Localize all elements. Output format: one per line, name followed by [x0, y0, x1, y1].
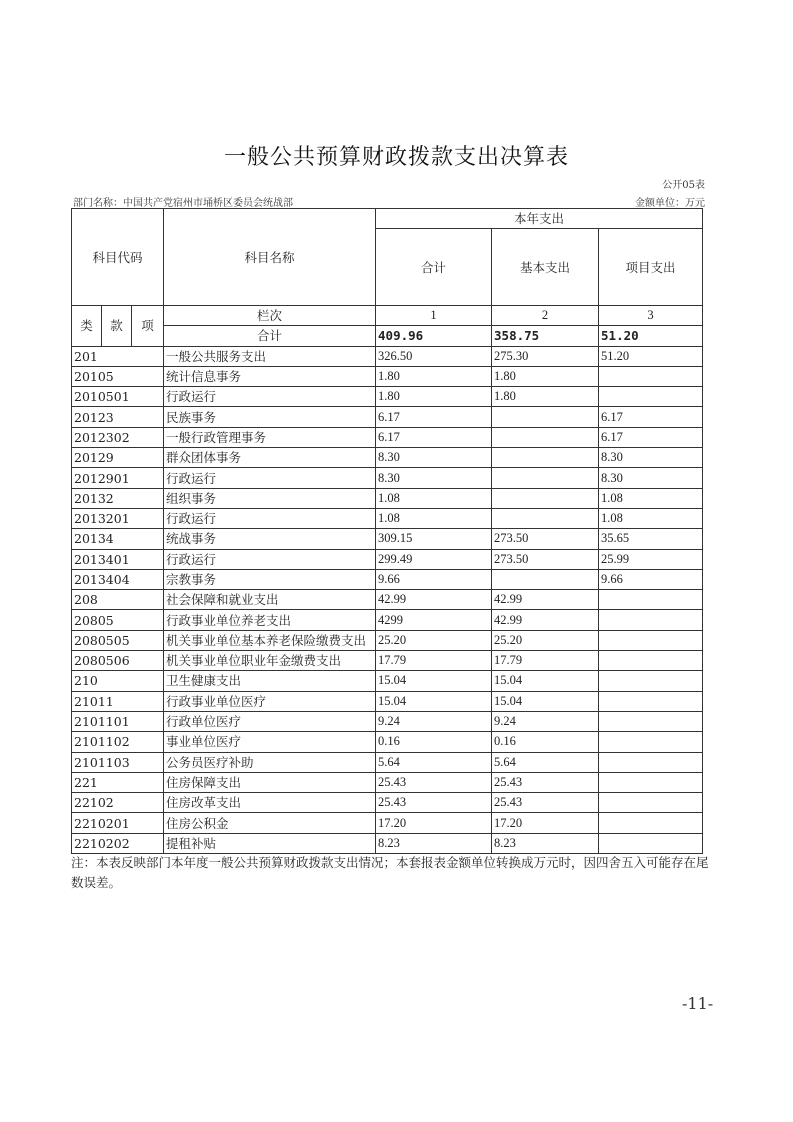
row-basic: 273.50	[492, 529, 599, 549]
header-group: 本年支出	[376, 209, 703, 229]
row-code: 2012901	[72, 468, 164, 488]
table-row	[72, 772, 703, 792]
row-name: 行政运行	[164, 387, 376, 407]
row-project	[599, 366, 703, 386]
row-name: 住房改革支出	[164, 793, 376, 813]
table-row	[72, 508, 703, 528]
row-code: 21011	[72, 691, 164, 711]
table-row	[72, 833, 703, 853]
row-code: 20805	[72, 610, 164, 630]
row-project: 6.17	[599, 427, 703, 447]
row-name: 住房保障支出	[164, 772, 376, 792]
expenditure-table	[71, 208, 703, 854]
lanci-label: 栏次	[164, 306, 376, 326]
table-row	[72, 468, 703, 488]
row-total: 8.30	[376, 468, 492, 488]
lanci-3: 3	[599, 306, 703, 326]
row-project	[599, 651, 703, 671]
header-col-total: 合计	[376, 229, 492, 306]
table-row	[72, 366, 703, 386]
row-code: 22102	[72, 793, 164, 813]
row-project	[599, 833, 703, 853]
row-project	[599, 610, 703, 630]
row-code: 2101102	[72, 732, 164, 752]
row-project	[599, 590, 703, 610]
row-total: 8.30	[376, 448, 492, 468]
row-name: 行政运行	[164, 468, 376, 488]
total-project: 51.20	[599, 326, 703, 346]
row-name: 机关事业单位基本养老保险缴费支出	[164, 630, 376, 650]
row-total: 6.17	[376, 407, 492, 427]
row-code: 20132	[72, 488, 164, 508]
row-total: 15.04	[376, 691, 492, 711]
table-row	[72, 691, 703, 711]
row-basic	[492, 508, 599, 528]
row-code: 2210201	[72, 813, 164, 833]
row-basic: 5.64	[492, 752, 599, 772]
row-total: 1.08	[376, 488, 492, 508]
row-name: 公务员医疗补助	[164, 752, 376, 772]
header-col-basic: 基本支出	[492, 229, 599, 306]
row-code: 2013401	[72, 549, 164, 569]
row-project	[599, 711, 703, 731]
row-basic: 273.50	[492, 549, 599, 569]
table-row	[72, 407, 703, 427]
row-name: 统战事务	[164, 529, 376, 549]
row-name: 统计信息事务	[164, 366, 376, 386]
row-total: 8.23	[376, 833, 492, 853]
row-total: 17.20	[376, 813, 492, 833]
row-code: 2080506	[72, 651, 164, 671]
row-total: 17.79	[376, 651, 492, 671]
row-project: 1.08	[599, 508, 703, 528]
header-row-1	[72, 209, 703, 229]
row-basic: 17.20	[492, 813, 599, 833]
row-basic: 25.43	[492, 793, 599, 813]
row-total: 25.20	[376, 630, 492, 650]
row-name: 一般行政管理事务	[164, 427, 376, 447]
row-project	[599, 752, 703, 772]
table-row	[72, 610, 703, 630]
table-row	[72, 671, 703, 691]
row-total: 15.04	[376, 671, 492, 691]
row-basic	[492, 468, 599, 488]
row-code: 2012302	[72, 427, 164, 447]
row-project: 25.99	[599, 549, 703, 569]
row-basic: 15.04	[492, 691, 599, 711]
table-row	[72, 711, 703, 731]
row-code: 20105	[72, 366, 164, 386]
row-project	[599, 732, 703, 752]
table-row	[72, 590, 703, 610]
footnote: 注：本表反映部门本年度一般公共预算财政拨款支出情况；本套报表金额单位转换成万元时，因四舍五入可能存在尾数误差。	[71, 855, 709, 890]
row-project	[599, 813, 703, 833]
row-name: 行政事业单位养老支出	[164, 610, 376, 630]
row-basic: 1.80	[492, 387, 599, 407]
row-code: 2210202	[72, 833, 164, 853]
row-basic	[492, 427, 599, 447]
table-row	[72, 387, 703, 407]
row-project: 1.08	[599, 488, 703, 508]
row-name: 民族事务	[164, 407, 376, 427]
total-label: 合计	[164, 326, 376, 346]
row-name: 事业单位医疗	[164, 732, 376, 752]
row-project	[599, 793, 703, 813]
row-name: 行政单位医疗	[164, 711, 376, 731]
page-title: 一般公共预算财政拨款支出决算表	[223, 145, 569, 170]
row-name: 机关事业单位职业年金缴费支出	[164, 651, 376, 671]
row-total: 309.15	[376, 529, 492, 549]
table-row	[72, 813, 703, 833]
header-code: 科目代码	[72, 209, 164, 306]
row-name: 行政运行	[164, 508, 376, 528]
table-body	[72, 346, 703, 853]
table-row	[72, 448, 703, 468]
row-project: 8.30	[599, 448, 703, 468]
row-total: 6.17	[376, 427, 492, 447]
row-code: 20129	[72, 448, 164, 468]
row-name: 群众团体事务	[164, 448, 376, 468]
row-code: 221	[72, 772, 164, 792]
lanci-2: 2	[492, 306, 599, 326]
row-name: 组织事务	[164, 488, 376, 508]
table-row	[72, 529, 703, 549]
row-basic	[492, 448, 599, 468]
row-basic: 0.16	[492, 732, 599, 752]
row-total: 9.24	[376, 711, 492, 731]
table-row	[72, 569, 703, 589]
header-col-project: 项目支出	[599, 229, 703, 306]
row-name: 一般公共服务支出	[164, 346, 376, 366]
form-tag: 公开05表	[662, 180, 705, 191]
row-code: 201	[72, 346, 164, 366]
row-project: 35.65	[599, 529, 703, 549]
row-basic: 25.20	[492, 630, 599, 650]
header-lei: 类	[72, 306, 102, 347]
row-code: 2013201	[72, 508, 164, 528]
row-name: 住房公积金	[164, 813, 376, 833]
row-project	[599, 671, 703, 691]
row-project	[599, 630, 703, 650]
row-name: 行政运行	[164, 549, 376, 569]
department-name: 部门名称：中国共产党宿州市埇桥区委员会统战部	[73, 198, 293, 209]
row-total: 5.64	[376, 752, 492, 772]
header-kuan: 款	[102, 306, 132, 347]
row-project: 51.20	[599, 346, 703, 366]
row-code: 2101101	[72, 711, 164, 731]
table-row	[72, 793, 703, 813]
total-row	[72, 326, 703, 346]
row-total: 0.16	[376, 732, 492, 752]
row-name: 提租补贴	[164, 833, 376, 853]
lanci-row	[72, 306, 703, 326]
row-total: 299.49	[376, 549, 492, 569]
row-total: 1.08	[376, 508, 492, 528]
row-project: 8.30	[599, 468, 703, 488]
table-row	[72, 732, 703, 752]
row-project: 9.66	[599, 569, 703, 589]
row-basic: 8.23	[492, 833, 599, 853]
row-code: 208	[72, 590, 164, 610]
table-row	[72, 651, 703, 671]
row-name: 社会保障和就业支出	[164, 590, 376, 610]
page-number: -11-	[682, 994, 714, 1013]
table-row	[72, 549, 703, 569]
row-code: 2010501	[72, 387, 164, 407]
row-basic: 1.80	[492, 366, 599, 386]
row-total: 1.80	[376, 387, 492, 407]
row-basic: 15.04	[492, 671, 599, 691]
row-total: 4299	[376, 610, 492, 630]
table-row	[72, 346, 703, 366]
row-total: 42.99	[376, 590, 492, 610]
row-basic: 9.24	[492, 711, 599, 731]
row-code: 2080505	[72, 630, 164, 650]
table-row	[72, 488, 703, 508]
row-code: 210	[72, 671, 164, 691]
row-basic	[492, 407, 599, 427]
table-row	[72, 427, 703, 447]
row-name: 卫生健康支出	[164, 671, 376, 691]
row-code: 2101103	[72, 752, 164, 772]
row-basic	[492, 569, 599, 589]
row-project	[599, 772, 703, 792]
row-basic: 42.99	[492, 590, 599, 610]
row-basic: 275.30	[492, 346, 599, 366]
row-total: 1.80	[376, 366, 492, 386]
row-project: 6.17	[599, 407, 703, 427]
total-basic: 358.75	[492, 326, 599, 346]
lanci-1: 1	[376, 306, 492, 326]
row-project	[599, 387, 703, 407]
row-basic: 17.79	[492, 651, 599, 671]
header-name: 科目名称	[164, 209, 376, 306]
row-total: 9.66	[376, 569, 492, 589]
row-code: 20134	[72, 529, 164, 549]
row-basic	[492, 488, 599, 508]
table-row	[72, 630, 703, 650]
row-total: 25.43	[376, 772, 492, 792]
row-code: 2013404	[72, 569, 164, 589]
row-basic: 25.43	[492, 772, 599, 792]
table-row	[72, 752, 703, 772]
row-basic: 42.99	[492, 610, 599, 630]
row-total: 326.50	[376, 346, 492, 366]
amount-unit: 金额单位：万元	[635, 198, 705, 209]
row-total: 25.43	[376, 793, 492, 813]
row-name: 宗教事务	[164, 569, 376, 589]
row-code: 20123	[72, 407, 164, 427]
row-name: 行政事业单位医疗	[164, 691, 376, 711]
total-amount: 409.96	[376, 326, 492, 346]
row-project	[599, 691, 703, 711]
header-xiang: 项	[132, 306, 164, 347]
